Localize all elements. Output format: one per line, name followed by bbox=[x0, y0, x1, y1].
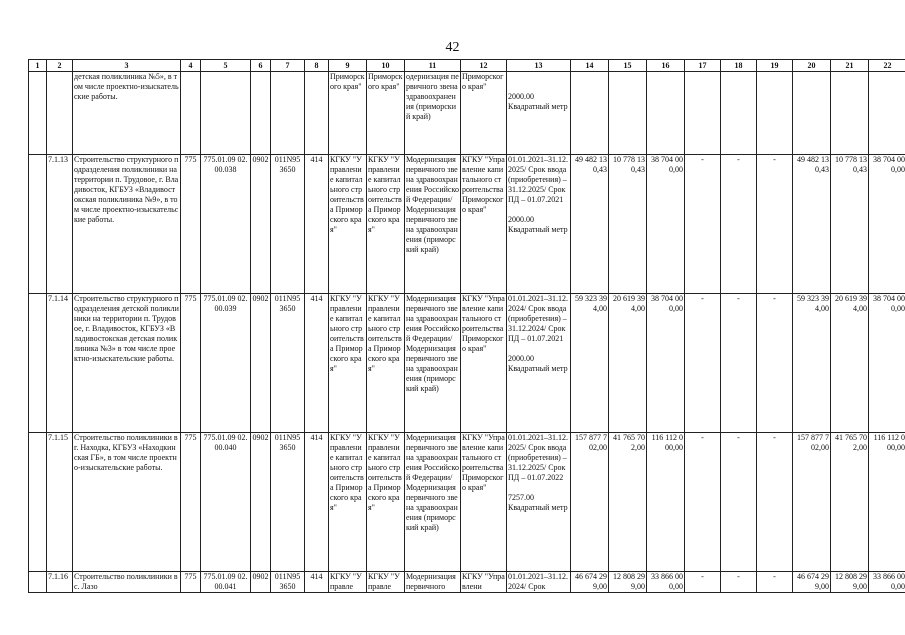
cell-target-article: 011N95 3650 bbox=[271, 572, 305, 593]
cell-expense-type: 414 bbox=[305, 433, 329, 572]
column-header: 7 bbox=[271, 60, 305, 72]
cell-amount-regional: 12 808 299,00 bbox=[609, 572, 647, 593]
cell-col-20: 59 323 394,00 bbox=[793, 294, 831, 433]
cell-number bbox=[29, 572, 47, 593]
cell-terms: 01.01.2021–31.12.2024/ Срок ввода (приобретения) – 31.12.2024/ Срок ПД – 01.07.2021 2000.00 Квадратный метр bbox=[507, 294, 571, 433]
cell-expense-type: 414 bbox=[305, 155, 329, 294]
cell-col-17: - bbox=[685, 155, 721, 294]
cell-number bbox=[29, 433, 47, 572]
cell-target-article: 011N95 3650 bbox=[271, 433, 305, 572]
cell-col-19: - bbox=[757, 294, 793, 433]
cell-recipient: КГКУ "Управлени bbox=[462, 572, 505, 591]
cell-col-18: - bbox=[721, 572, 757, 593]
cell-developer: Приморского края" bbox=[367, 72, 405, 155]
cell-object-code: 775.01.09 02.00.041 bbox=[201, 572, 251, 593]
table-row bbox=[29, 433, 905, 572]
cell-col-17: - bbox=[685, 433, 721, 572]
cell-col-20 bbox=[793, 72, 831, 155]
column-header: 20 bbox=[793, 60, 831, 72]
cell-col-22: 38 704 000,00 bbox=[869, 155, 905, 294]
cell-col-19: - bbox=[757, 572, 793, 593]
cell-customer: КГКУ "Управле bbox=[329, 572, 367, 593]
header-row bbox=[29, 60, 905, 72]
cell-amount-total: 157 877 702,00 bbox=[571, 433, 609, 572]
cell-object-code bbox=[201, 72, 251, 155]
cell-col-18: - bbox=[721, 294, 757, 433]
column-header: 3 bbox=[73, 60, 181, 72]
table-row bbox=[29, 72, 905, 155]
cell-grbs: 775 bbox=[181, 155, 201, 294]
cell-col-18: - bbox=[721, 155, 757, 294]
cell-grbs: 775 bbox=[181, 294, 201, 433]
column-header: 5 bbox=[201, 60, 251, 72]
cell-col-17: - bbox=[685, 294, 721, 433]
cell-col-21: 12 808 299,00 bbox=[831, 572, 869, 593]
cell-code: 7.1.13 bbox=[47, 155, 73, 294]
cell-amount-regional: 20 619 394,00 bbox=[609, 294, 647, 433]
cell-object-name: Строительство структурного подразделения детской поликлиники на территории п. Трудовое, г. Владивосток, КГБУЗ «Владивостокская детская поликлиника №3» в том числе проектно-изыскательские работы. bbox=[73, 294, 181, 433]
cell-amount-federal: 38 704 000,00 bbox=[647, 294, 685, 433]
cell-target-article: 011N95 3650 bbox=[271, 155, 305, 294]
cell-amount-federal: 116 112 000,00 bbox=[647, 433, 685, 572]
cell-customer: Приморского края" bbox=[329, 72, 367, 155]
cell-code bbox=[47, 72, 73, 155]
cell-col-19: - bbox=[757, 155, 793, 294]
cell-section: 0902 bbox=[251, 294, 271, 433]
table-row bbox=[29, 572, 905, 593]
cell-amount-total: 46 674 299,00 bbox=[571, 572, 609, 593]
cell-amount-regional: 10 778 130,43 bbox=[609, 155, 647, 294]
cell-col-22 bbox=[869, 72, 905, 155]
column-header: 15 bbox=[609, 60, 647, 72]
cell-expense-type: 414 bbox=[305, 572, 329, 593]
column-header: 10 bbox=[367, 60, 405, 72]
cell-grbs: 775 bbox=[181, 572, 201, 593]
cell-project: Модернизация первичного звена здравоохранения Российской Федерации/Модернизация первичного звена здравоохранения (приморский край) bbox=[405, 433, 461, 572]
cell-col-19 bbox=[757, 72, 793, 155]
cell-code: 7.1.15 bbox=[47, 433, 73, 572]
cell-object-name: детская поликлиника №5», в том числе проектно-изыскательские работы. bbox=[73, 72, 181, 155]
cell-grbs: 775 bbox=[181, 433, 201, 572]
cell-project: Модернизация первичного звена здравоохранения Российской Федерации/Модернизация первичного звена здравоохранения (приморский край) bbox=[405, 155, 461, 294]
cell-amount-total: 49 482 130,43 bbox=[571, 155, 609, 294]
cell-code: 7.1.16 bbox=[47, 572, 73, 593]
cell-recipient: КГКУ "Управление капитального строительства Приморского края" bbox=[461, 155, 507, 294]
cell-terms: 01.01.2021–31.12.2025/ Срок ввода (приобретения) – 31.12.2025/ Срок ПД – 01.07.2021 2000.00 Квадратный метр bbox=[507, 155, 571, 294]
cell-section bbox=[251, 72, 271, 155]
cell-recipient: Приморского края" bbox=[461, 72, 507, 155]
cell-col-19: - bbox=[757, 433, 793, 572]
cell-customer: КГКУ "Управление капитального строительства Приморского края" bbox=[329, 433, 367, 572]
cell-expense-type: 414 bbox=[305, 294, 329, 433]
cell-recipient: КГКУ "Управление капитального строительства Приморского края" bbox=[461, 433, 507, 572]
cell-number bbox=[29, 155, 47, 294]
cell-col-21: 10 778 130,43 bbox=[831, 155, 869, 294]
cell-amount-federal bbox=[647, 72, 685, 155]
column-header: 13 bbox=[507, 60, 571, 72]
cell-amount-total bbox=[571, 72, 609, 155]
cell-terms: 01.01.2021–31.12.2025/ Срок ввода (приобретения) – 31.12.2025/ Срок ПД – 01.07.2022 7257.00 Квадратный метр bbox=[507, 433, 571, 572]
cell-terms: 2000.00 Квадратный метр bbox=[507, 72, 571, 155]
cell-project: одернизация первичного звена здравоохранения (приморский край) bbox=[405, 72, 461, 155]
cell-amount-federal: 38 704 000,00 bbox=[647, 155, 685, 294]
cell-developer: КГКУ "Управление капитального строительства Приморского края" bbox=[367, 155, 405, 294]
cell-col-17 bbox=[685, 72, 721, 155]
cell-object-name: Строительство структурного подразделения поликлиники на территории п. Трудовое, г. Владивосток, КГБУЗ «Владивостокская поликлиника №9», в том числе проектно-изыскательские работы. bbox=[73, 155, 181, 294]
cell-number bbox=[29, 294, 47, 433]
cell-col-21: 41 765 702,00 bbox=[831, 433, 869, 572]
cell-project: Модернизация первичного bbox=[405, 572, 461, 593]
cell-developer: КГКУ "Управление капитального строительства Приморского края" bbox=[367, 433, 405, 572]
column-header: 14 bbox=[571, 60, 609, 72]
column-header: 2 bbox=[47, 60, 73, 72]
column-header: 17 bbox=[685, 60, 721, 72]
cell-number bbox=[29, 72, 47, 155]
cell-amount-regional: 41 765 702,00 bbox=[609, 433, 647, 572]
cell-col-21: 20 619 394,00 bbox=[831, 294, 869, 433]
cell-object-code: 775.01.09 02.00.039 bbox=[201, 294, 251, 433]
column-header: 18 bbox=[721, 60, 757, 72]
column-header: 16 bbox=[647, 60, 685, 72]
column-header: 21 bbox=[831, 60, 869, 72]
column-header: 6 bbox=[251, 60, 271, 72]
cell-developer: КГКУ "Управление капитального строительства Приморского края" bbox=[367, 294, 405, 433]
cell-col-22: 116 112 000,00 bbox=[869, 433, 905, 572]
cell-col-20: 157 877 702,00 bbox=[793, 433, 831, 572]
column-header: 4 bbox=[181, 60, 201, 72]
cell-customer: КГКУ "Управление капитального строительства Приморского края" bbox=[329, 155, 367, 294]
column-header: 22 bbox=[869, 60, 905, 72]
cell-col-20: 49 482 130,43 bbox=[793, 155, 831, 294]
column-header: 11 bbox=[405, 60, 461, 72]
cell-terms: 01.01.2021–31.12.2024/ Срок bbox=[507, 572, 571, 593]
cell-section: 0902 bbox=[251, 155, 271, 294]
cell-col-18: - bbox=[721, 433, 757, 572]
table-row bbox=[29, 155, 905, 294]
cell-col-21 bbox=[831, 72, 869, 155]
cell-target-article bbox=[271, 72, 305, 155]
cell-col-17: - bbox=[685, 572, 721, 593]
column-header: 8 bbox=[305, 60, 329, 72]
page-number: 42 bbox=[445, 40, 460, 55]
cell-recipient: КГКУ "Управление капитального строительства Приморского края" bbox=[461, 294, 507, 433]
budget-table bbox=[28, 59, 905, 593]
cell-col-18 bbox=[721, 72, 757, 155]
cell-expense-type bbox=[305, 72, 329, 155]
cell-object-name: Строительство поликлиники в г. Находка, КГБУЗ «Находкинская ГБ», в том числе проектно-изыскательские работы. bbox=[73, 433, 181, 572]
cell-object-code: 775.01.09 02.00.038 bbox=[201, 155, 251, 294]
column-header: 19 bbox=[757, 60, 793, 72]
cell-col-22: 33 866 000,00 bbox=[869, 572, 905, 593]
column-header: 9 bbox=[329, 60, 367, 72]
cell-amount-total: 59 323 394,00 bbox=[571, 294, 609, 433]
table-row bbox=[29, 294, 905, 433]
cell-col-20: 46 674 299,00 bbox=[793, 572, 831, 593]
cell-amount-federal: 33 866 000,00 bbox=[647, 572, 685, 593]
column-header: 1 bbox=[29, 60, 47, 72]
cell-target-article: 011N95 3650 bbox=[271, 294, 305, 433]
cell-code: 7.1.14 bbox=[47, 294, 73, 433]
cell-grbs bbox=[181, 72, 201, 155]
cell-amount-regional bbox=[609, 72, 647, 155]
cell-object-name: Строительство поликлиники в с. Лазо bbox=[73, 572, 181, 593]
cell-object-code: 775.01.09 02.00.040 bbox=[201, 433, 251, 572]
cell-developer: КГКУ "Управле bbox=[367, 572, 405, 593]
cell-customer: КГКУ "Управление капитального строительства Приморского края" bbox=[329, 294, 367, 433]
cell-project: Модернизация первичного звена здравоохранения Российской Федерации/Модернизация первичного звена здравоохранения (приморский край) bbox=[405, 294, 461, 433]
cell-col-22: 38 704 000,00 bbox=[869, 294, 905, 433]
cell-section: 0902 bbox=[251, 433, 271, 572]
cell-section: 0902 bbox=[251, 572, 271, 593]
column-header: 12 bbox=[461, 60, 507, 72]
